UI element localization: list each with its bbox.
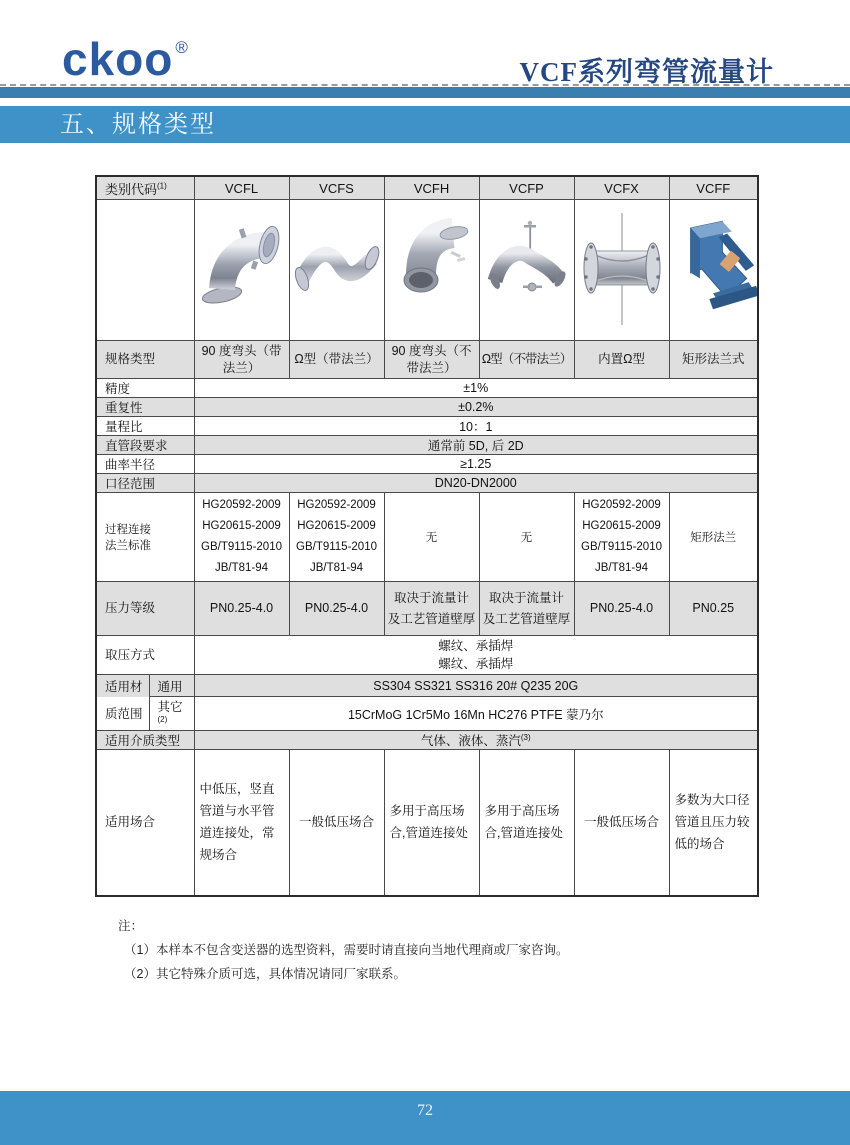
row-label-material-line1: 适用材 — [96, 675, 149, 697]
repeatability-value: ±0.2% — [194, 398, 758, 417]
row-label-flange-standard: 过程连接 法兰标准 — [96, 493, 194, 582]
spec-type-vcff: 矩形法兰式 — [669, 341, 758, 379]
header-model-vcfx: VCFX — [574, 176, 669, 200]
row-label-straight-run: 直管段要求 — [96, 436, 194, 455]
tapping-value: 螺纹、承插焊 螺纹、承插焊 — [194, 636, 758, 675]
note-item-1: （1）本样本不包含变送器的选型资料，需要时请直接向当地代理商或厂家咨询。 — [124, 943, 569, 957]
material-other-label: 其它$^{(2)}$ — [149, 697, 194, 731]
brand-logo: ckoo ® — [62, 33, 189, 85]
header-model-vcfs: VCFS — [289, 176, 384, 200]
header-code-label: 类别代码$^{(1)}$ — [96, 176, 194, 200]
product-image-cell-vcfl — [194, 200, 289, 341]
turndown-value: 10：1 — [194, 417, 758, 436]
usage-vcfl: 中低压，竖直管道与水平管道连接处，常规场合 — [194, 750, 289, 897]
usage-vcfs: 一般低压场合 — [289, 750, 384, 897]
spec-type-vcfl: 90 度弯头（带法兰） — [194, 341, 289, 379]
medium-type-value: 气体、液体、蒸汽$^{(3)}$ — [194, 731, 758, 750]
row-label-size-range: 口径范围 — [96, 474, 194, 493]
usage-vcfh: 多用于高压场合,管道连接处 — [384, 750, 479, 897]
row-label-repeatability: 重复性 — [96, 398, 194, 417]
flange-std-vcfx: HG20592-2009 HG20615-2009 GB/T9115-2010 JB/T81-94 — [574, 493, 669, 582]
row-label-spec-type: 规格类型 — [96, 341, 194, 379]
header-bar — [0, 87, 850, 98]
spec-type-vcfx: 内置Ω型 — [574, 341, 669, 379]
material-common-value: SS304 SS321 SS316 20# Q235 20G — [194, 675, 758, 697]
footer-bar — [0, 1091, 850, 1145]
flange-std-vcff: 矩形法兰 — [669, 493, 758, 582]
usage-vcff: 多数为大口径管道且压力较低的场合 — [669, 750, 758, 897]
accuracy-value: ±1% — [194, 379, 758, 398]
dashed-divider — [0, 84, 850, 86]
omega-flanged-photo — [290, 201, 383, 339]
header-model-vcfl: VCFL — [194, 176, 289, 200]
header-model-vcfh: VCFH — [384, 176, 479, 200]
spec-type-vcfp: Ω型（不带法兰） — [479, 341, 574, 379]
spec-table-wrap — [95, 175, 759, 897]
header-model-vcff: VCFF — [669, 176, 758, 200]
pressure-vcff: PN0.25 — [669, 582, 758, 636]
pressure-vcfp: 取决于流量计 及工艺管道壁厚 — [479, 582, 574, 636]
material-other-value: 15CrMoG 1Cr5Mo 16Mn HC276 PTFE 蒙乃尔 — [194, 697, 758, 731]
row-label-medium-type: 适用介质类型 — [96, 731, 194, 750]
registered-mark-icon: ® — [175, 38, 189, 57]
notes-block — [118, 914, 568, 986]
pressure-vcfl: PN0.25-4.0 — [194, 582, 289, 636]
row-label-material-line2: 质范围 — [96, 697, 149, 731]
footnote-ref-3: (3) — [520, 733, 531, 742]
size-range-value: DN20-DN2000 — [194, 474, 758, 493]
row-label-pressure-rating: 压力等级 — [96, 582, 194, 636]
usage-vcfp: 多用于高压场合,管道连接处 — [479, 750, 574, 897]
pressure-vcfh: 取决于流量计 及工艺管道壁厚 — [384, 582, 479, 636]
section-banner — [0, 106, 850, 143]
elbow-90-plain-photo — [385, 201, 478, 339]
notes-title: 注： — [118, 919, 144, 933]
rect-flange-duct-photo — [670, 201, 757, 339]
row-label-curvature-radius: 曲率半径 — [96, 455, 194, 474]
footnote-ref-2: (2) — [157, 715, 168, 724]
product-image-cell-vcfp — [479, 200, 574, 341]
row-label-usage: 适用场合 — [96, 750, 194, 897]
curvature-radius-value: ≥1.25 — [194, 455, 758, 474]
spec-table — [95, 175, 759, 897]
row-label-turndown: 量程比 — [96, 417, 194, 436]
image-row-blank-cell — [96, 200, 194, 341]
product-image-cell-vcfx — [574, 200, 669, 341]
pressure-vcfx: PN0.25-4.0 — [574, 582, 669, 636]
row-label-accuracy: 精度 — [96, 379, 194, 398]
footnote-ref-1: (1) — [157, 181, 167, 191]
spec-type-vcfs: Ω型（带法兰） — [289, 341, 384, 379]
material-common-label: 通用 — [149, 675, 194, 697]
pressure-vcfs: PN0.25-4.0 — [289, 582, 384, 636]
row-label-tapping: 取压方式 — [96, 636, 194, 675]
header-model-vcfp: VCFP — [479, 176, 574, 200]
straight-run-value: 通常前 5D, 后 2D — [194, 436, 758, 455]
spec-type-vcfh: 90 度弯头（不带法兰） — [384, 341, 479, 379]
product-image-cell-vcfh — [384, 200, 479, 341]
inline-omega-photo — [575, 201, 668, 339]
product-image-cell-vcfs — [289, 200, 384, 341]
flange-std-vcfl: HG20592-2009 HG20615-2009 GB/T9115-2010 JB/T81-94 — [194, 493, 289, 582]
usage-vcfx: 一般低压场合 — [574, 750, 669, 897]
flange-std-vcfh: 无 — [384, 493, 479, 582]
document-title: VCF系列弯管流量计 — [519, 57, 774, 87]
product-image-cell-vcff — [669, 200, 758, 341]
elbow-90-flanged-photo — [195, 201, 288, 339]
flange-std-vcfp: 无 — [479, 493, 574, 582]
note-item-2: （2）其它特殊介质可选，具体情况请同厂家联系。 — [124, 967, 406, 981]
omega-plain-photo — [480, 201, 573, 339]
flange-std-vcfs: HG20592-2009 HG20615-2009 GB/T9115-2010 JB/T81-94 — [289, 493, 384, 582]
section-title: 五、规格类型 — [60, 111, 216, 138]
page-number: 72 — [417, 1102, 433, 1119]
